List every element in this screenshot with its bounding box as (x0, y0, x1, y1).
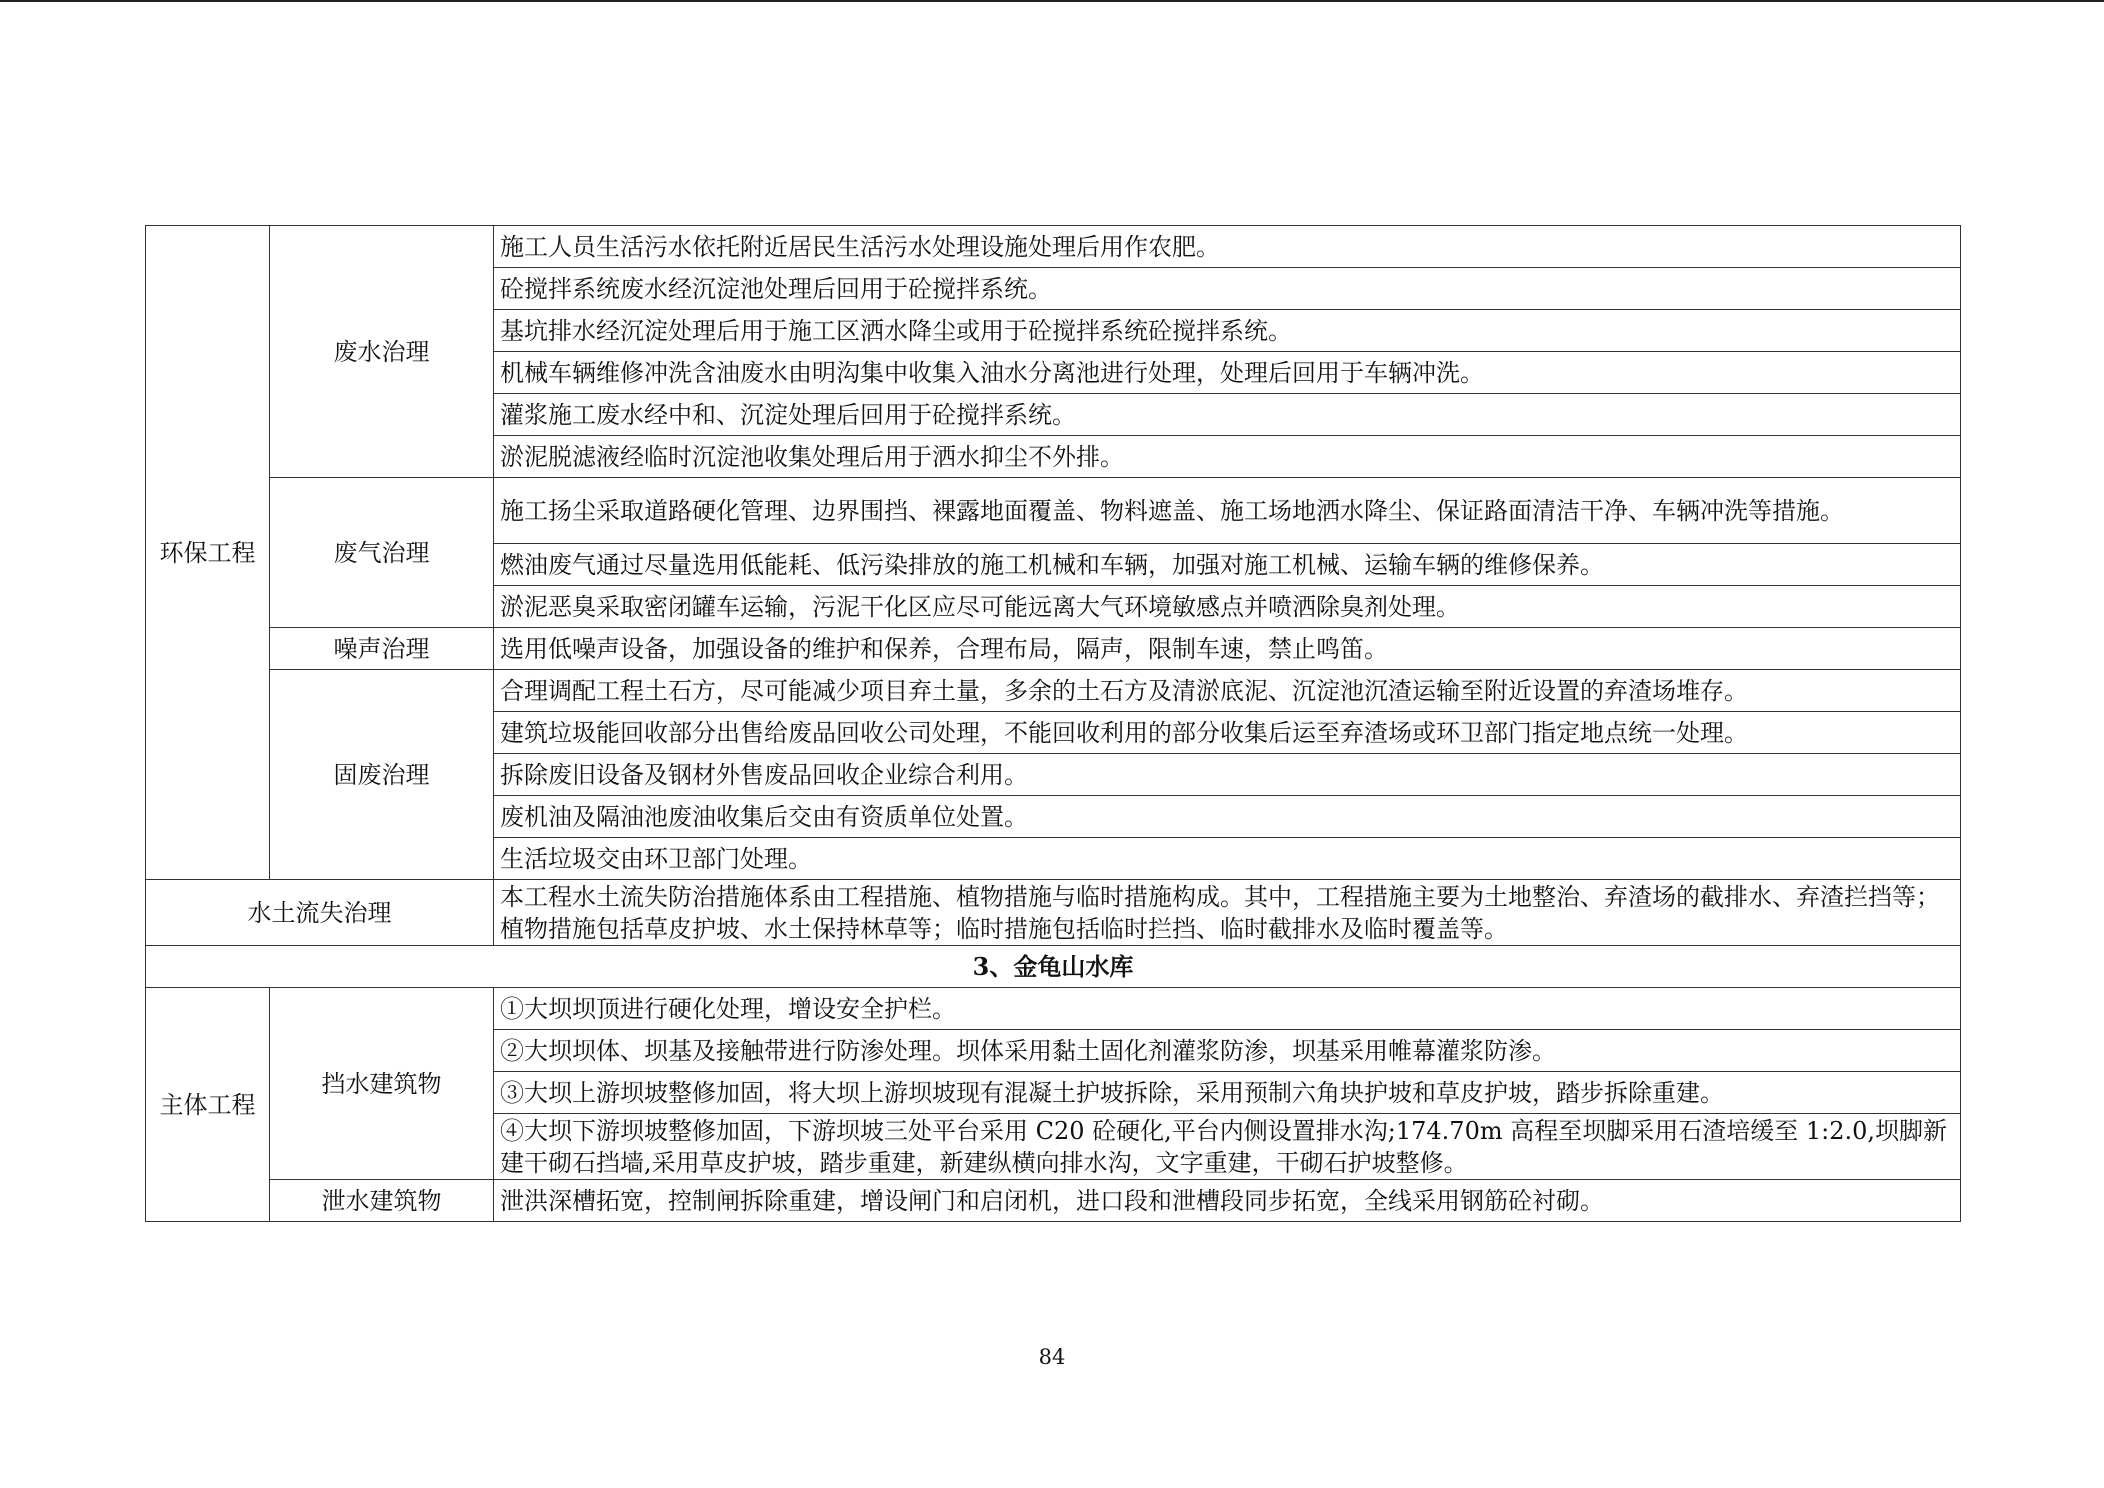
measure-text: 合理调配工程土石方，尽可能减少项目弃土量，多余的土石方及清淤底泥、沉淀池沉渣运输至附近设置的弃渣场堆存。 (494, 670, 1961, 712)
measure-text: 基坑排水经沉淀处理后用于施工区洒水降尘或用于砼搅拌系统砼搅拌系统。 (494, 310, 1961, 352)
measure-text: 泄洪深槽拓宽，控制闸拆除重建，增设闸门和启闭机，进口段和泄槽段同步拓宽，全线采用钢筋砼衬砌。 (494, 1180, 1961, 1222)
table-row (146, 226, 1961, 268)
page-number: 84 (1038, 1345, 1066, 1369)
measure-text: 本工程水土流失防治措施体系由工程措施、植物措施与临时措施构成。其中，工程措施主要为土地整治、弃渣场的截排水、弃渣拦挡等；植物措施包括草皮护坡、水土保持林草等；临时措施包括临时拦挡、临时截排水及临时覆盖等。 (494, 880, 1961, 946)
subcategory-spillway: 泄水建筑物 (270, 1180, 494, 1222)
measure-text: 施工人员生活污水依托附近居民生活污水处理设施处理后用作农肥。 (494, 226, 1961, 268)
measure-text: 淤泥恶臭采取密闭罐车运输，污泥干化区应尽可能远离大气环境敏感点并喷洒除臭剂处理。 (494, 586, 1961, 628)
measure-text: 选用低噪声设备，加强设备的维护和保养，合理布局，隔声，限制车速，禁止鸣笛。 (494, 628, 1961, 670)
table-row (146, 988, 1961, 1030)
table-row (146, 880, 1961, 946)
table-row (146, 478, 1961, 544)
category-soil-erosion: 水土流失治理 (146, 880, 494, 946)
subcategory-solid-waste: 固废治理 (270, 670, 494, 880)
table-row (146, 946, 1961, 988)
measure-text: ②大坝坝体、坝基及接触带进行防渗处理。坝体采用黏土固化剂灌浆防渗，坝基采用帷幕灌浆防渗。 (494, 1030, 1961, 1072)
measure-text: 砼搅拌系统废水经沉淀池处理后回用于砼搅拌系统。 (494, 268, 1961, 310)
measure-text: 拆除废旧设备及钢材外售废品回收企业综合利用。 (494, 754, 1961, 796)
table-row (146, 1180, 1961, 1222)
measure-text: 灌浆施工废水经中和、沉淀处理后回用于砼搅拌系统。 (494, 394, 1961, 436)
category-env: 环保工程 (146, 226, 270, 880)
measure-text: ①大坝坝顶进行硬化处理，增设安全护栏。 (494, 988, 1961, 1030)
measure-text: 机械车辆维修冲洗含油废水由明沟集中收集入油水分离池进行处理，处理后回用于车辆冲洗。 (494, 352, 1961, 394)
subcategory-retaining: 挡水建筑物 (270, 988, 494, 1180)
subcategory-wastewater: 废水治理 (270, 226, 494, 478)
page-top-border (0, 0, 2104, 2)
measure-text: ④大坝下游坝坡整修加固，下游坝坡三处平台采用 C20 砼硬化,平台内侧设置排水沟;174.70m 高程至坝脚采用石渣培缓至 1:2.0,坝脚新建干砌石挡墙,采用草皮护坡，踏步重建，新建纵横向排水沟，文字重建，干砌石护坡整修。 (494, 1114, 1961, 1180)
subcategory-noise: 噪声治理 (270, 628, 494, 670)
measure-text: 建筑垃圾能回收部分出售给废品回收公司处理，不能回收利用的部分收集后运至弃渣场或环卫部门指定地点统一处理。 (494, 712, 1961, 754)
subcategory-exhaust: 废气治理 (270, 478, 494, 628)
measure-text: 生活垃圾交由环卫部门处理。 (494, 838, 1961, 880)
table-row (146, 670, 1961, 712)
measure-text: 施工扬尘采取道路硬化管理、边界围挡、裸露地面覆盖、物料遮盖、施工场地洒水降尘、保证路面清洁干净、车辆冲洗等措施。 (494, 478, 1961, 544)
measures-table (145, 225, 1961, 1222)
measure-text: ③大坝上游坝坡整修加固，将大坝上游坝坡现有混凝土护坡拆除，采用预制六角块护坡和草皮护坡，踏步拆除重建。 (494, 1072, 1961, 1114)
measure-text: 废机油及隔油池废油收集后交由有资质单位处置。 (494, 796, 1961, 838)
category-main-works: 主体工程 (146, 988, 270, 1222)
measure-text: 淤泥脱滤液经临时沉淀池收集处理后用于洒水抑尘不外排。 (494, 436, 1961, 478)
section-title: 3、金龟山水库 (146, 946, 1961, 988)
measure-text: 燃油废气通过尽量选用低能耗、低污染排放的施工机械和车辆，加强对施工机械、运输车辆的维修保养。 (494, 544, 1961, 586)
table-row (146, 628, 1961, 670)
